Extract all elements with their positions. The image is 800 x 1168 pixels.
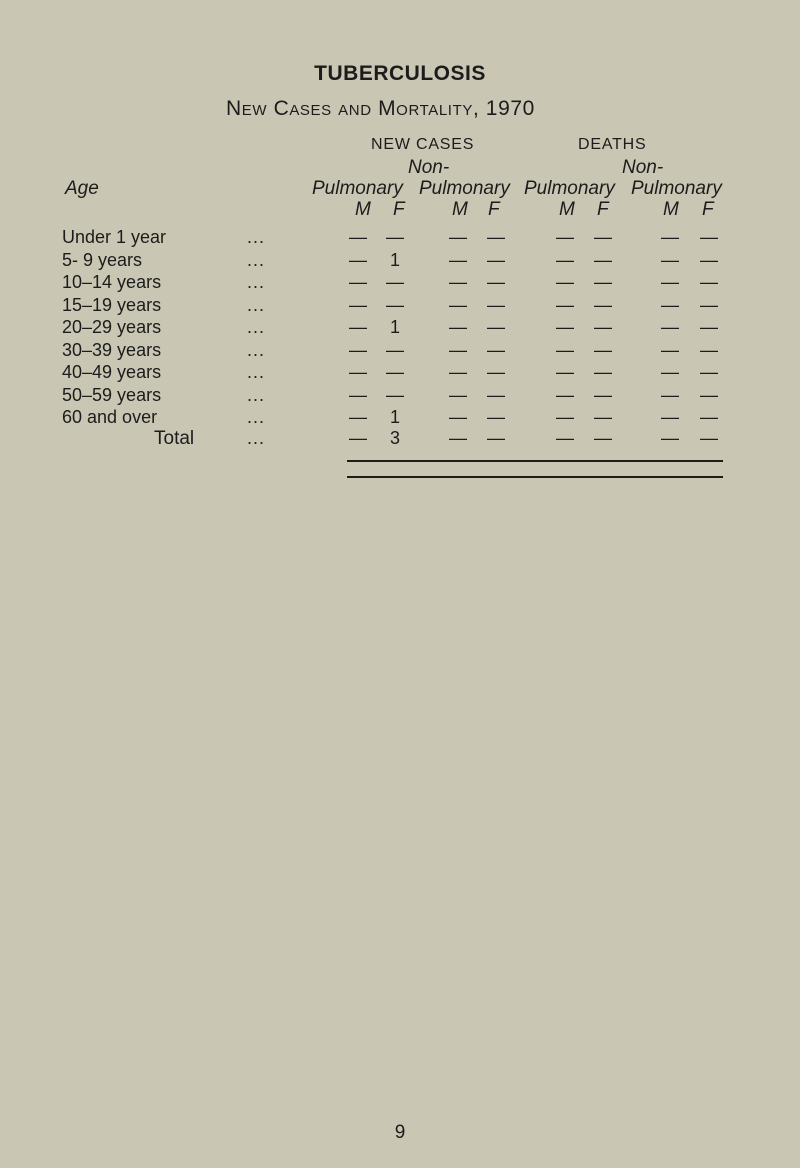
- table-cell: —: [487, 317, 505, 337]
- table-cell: —: [661, 407, 679, 427]
- leader-dots: ...: [247, 294, 266, 315]
- table-cell: —: [700, 339, 718, 360]
- header-deaths: DEATHS: [578, 136, 647, 153]
- table-cell: —: [661, 384, 679, 405]
- table-cell: —: [487, 272, 505, 292]
- table-cell: 1: [389, 407, 400, 427]
- table-cell: —: [349, 249, 367, 270]
- total-cell: —: [449, 428, 467, 448]
- total-cell: —: [349, 428, 367, 448]
- table-cell: —: [594, 272, 612, 292]
- table-cell: 1: [389, 317, 400, 337]
- table-cell: —: [449, 339, 467, 360]
- table-cell: —: [661, 294, 679, 315]
- page-title: TUBERCULOSIS: [314, 62, 486, 85]
- table-cell: —: [349, 407, 367, 427]
- table-cell: —: [556, 227, 574, 247]
- table-cell: —: [449, 384, 467, 405]
- header-f-2: F: [488, 199, 500, 220]
- total-rule-bottom: [347, 476, 723, 478]
- table-cell: —: [449, 294, 467, 315]
- table-cell: —: [700, 272, 718, 292]
- table-cell: —: [594, 249, 612, 270]
- table-cell: —: [449, 317, 467, 337]
- table-cell: —: [556, 272, 574, 292]
- leader-dots: ...: [247, 362, 266, 382]
- header-non-deaths: Non-: [622, 157, 664, 178]
- table-cell: —: [594, 317, 612, 337]
- table-cell: —: [661, 317, 679, 337]
- table-cell: —: [386, 339, 404, 360]
- table-cell: —: [487, 294, 505, 315]
- total-rule-top: [347, 460, 723, 462]
- table-cell: —: [487, 362, 505, 382]
- leader-dots: ...: [247, 227, 266, 247]
- table-cell: 1: [389, 249, 400, 270]
- header-f-1: F: [393, 199, 405, 220]
- table-cell: —: [556, 384, 574, 405]
- header-f-4: F: [702, 199, 714, 220]
- header-non-new-cases: Non-: [408, 157, 450, 178]
- table-cell: —: [449, 362, 467, 382]
- total-cell: —: [594, 428, 612, 448]
- table-cell: —: [594, 384, 612, 405]
- table-cell: —: [700, 317, 718, 337]
- table-cell: —: [349, 272, 367, 292]
- leader-dots: ...: [247, 407, 266, 427]
- total-cell: —: [700, 428, 718, 448]
- row-label: 50–59 years: [62, 384, 162, 405]
- table-cell: —: [594, 339, 612, 360]
- table-cell: —: [661, 227, 679, 247]
- table-cell: —: [349, 294, 367, 315]
- header-pulmonary-deaths: Pulmonary: [524, 178, 615, 199]
- table-cell: —: [700, 294, 718, 315]
- row-label: 10–14 years: [62, 272, 162, 292]
- table-cell: —: [556, 362, 574, 382]
- table-cell: —: [700, 384, 718, 405]
- leader-dots: ...: [247, 384, 266, 405]
- table-cell: —: [594, 362, 612, 382]
- page-number: 9: [394, 1122, 406, 1143]
- table-cell: —: [487, 384, 505, 405]
- leader-dots: ...: [247, 339, 266, 360]
- table-cell: —: [349, 339, 367, 360]
- total-cell: 3: [389, 428, 400, 448]
- table-cell: —: [487, 407, 505, 427]
- table-cell: —: [349, 227, 367, 247]
- table-cell: —: [700, 362, 718, 382]
- table-cell: —: [556, 294, 574, 315]
- table-cell: —: [700, 407, 718, 427]
- table-cell: —: [556, 407, 574, 427]
- table-cell: —: [661, 339, 679, 360]
- leader-dots: ...: [247, 317, 266, 337]
- table-cell: —: [556, 339, 574, 360]
- table-cell: —: [386, 227, 404, 247]
- table-cell: —: [449, 249, 467, 270]
- table-cell: —: [487, 339, 505, 360]
- row-label: 15–19 years: [62, 294, 162, 315]
- table-cell: —: [349, 317, 367, 337]
- row-label: 20–29 years: [62, 317, 162, 337]
- header-new-cases: NEW CASES: [371, 136, 475, 153]
- table-cell: —: [386, 272, 404, 292]
- table-cell: —: [556, 317, 574, 337]
- header-f-3: F: [597, 199, 609, 220]
- total-label: Total: [154, 428, 195, 449]
- leader-dots: ...: [247, 249, 266, 270]
- page-subtitle: New Cases and Mortality, 1970: [226, 97, 535, 120]
- table-cell: —: [386, 362, 404, 382]
- header-m-1: M: [355, 199, 371, 220]
- header-m-3: M: [559, 199, 575, 220]
- table-cell: —: [449, 272, 467, 292]
- table-cell: —: [487, 249, 505, 270]
- row-label: 40–49 years: [62, 362, 162, 382]
- header-m-4: M: [663, 199, 679, 220]
- table-cell: —: [449, 227, 467, 247]
- table-cell: —: [556, 249, 574, 270]
- table-cell: —: [449, 407, 467, 427]
- table-cell: —: [661, 272, 679, 292]
- table-cell: —: [349, 384, 367, 405]
- header-non-pulmonary-deaths: Pulmonary: [631, 178, 722, 199]
- row-label: 5- 9 years: [62, 249, 143, 270]
- header-pulmonary-new: Pulmonary: [312, 178, 403, 199]
- total-cell: —: [556, 428, 574, 448]
- table-cell: —: [349, 362, 367, 382]
- row-label: 60 and over: [62, 407, 158, 427]
- header-m-2: M: [452, 199, 468, 220]
- header-non-pulmonary-new: Pulmonary: [419, 178, 510, 199]
- table-cell: —: [386, 384, 404, 405]
- leader-dots: ...: [247, 428, 266, 448]
- table-cell: —: [700, 227, 718, 247]
- total-cell: —: [661, 428, 679, 448]
- table-cell: —: [661, 249, 679, 270]
- leader-dots: ...: [247, 272, 266, 292]
- table-cell: —: [594, 407, 612, 427]
- table-cell: —: [661, 362, 679, 382]
- header-age: Age: [65, 178, 99, 199]
- table-cell: —: [487, 227, 505, 247]
- table-cell: —: [386, 294, 404, 315]
- table-cell: —: [594, 227, 612, 247]
- row-label: 30–39 years: [62, 339, 162, 360]
- total-cell: —: [487, 428, 505, 448]
- row-label: Under 1 year: [62, 227, 167, 247]
- table-cell: —: [594, 294, 612, 315]
- table-cell: —: [700, 249, 718, 270]
